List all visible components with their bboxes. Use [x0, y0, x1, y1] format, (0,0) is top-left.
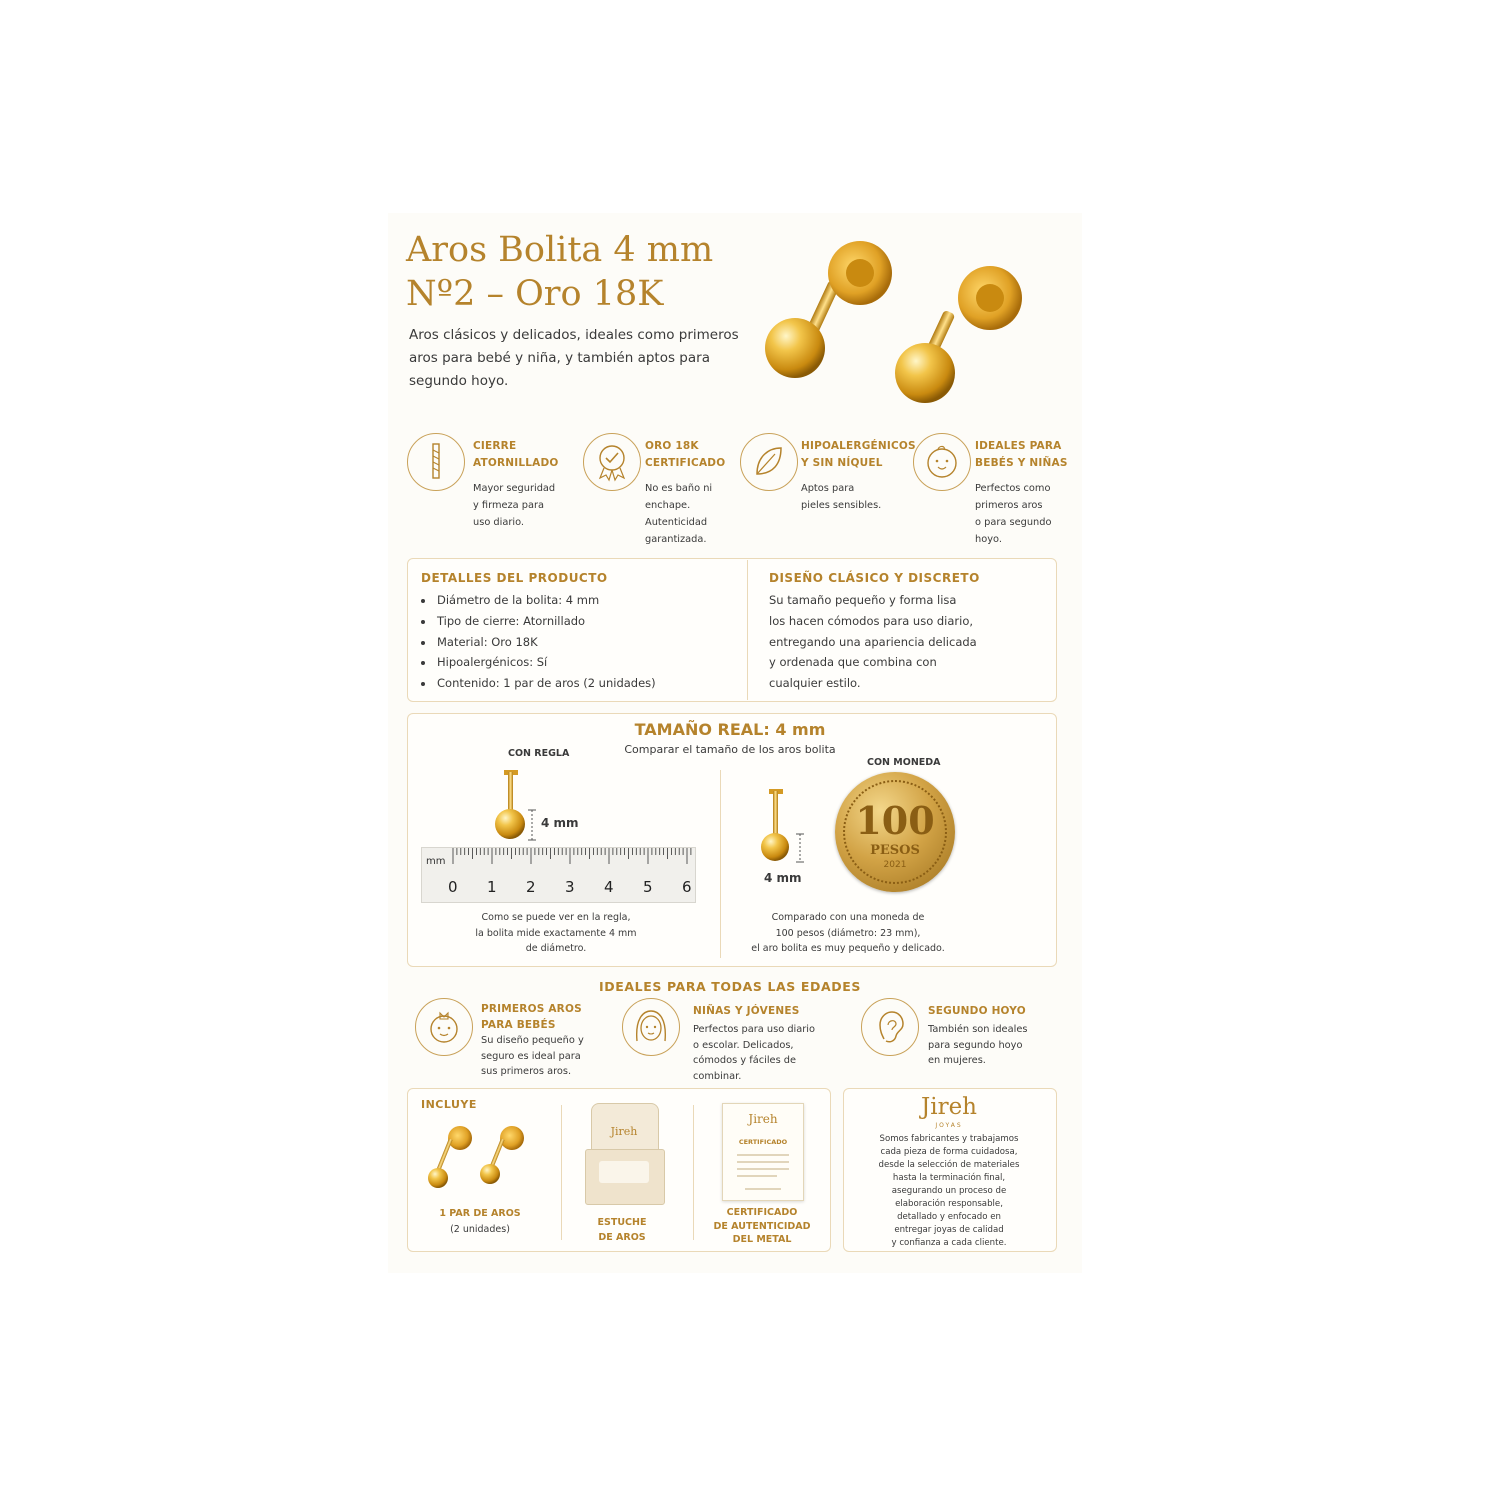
ruler-number: 4	[604, 878, 614, 896]
feature-4-title: IDEALES PARA BEBÉS Y NIÑAS	[975, 440, 1068, 469]
ear-icon	[862, 999, 918, 1055]
ruler-number: 5	[643, 878, 653, 896]
ages-title: IDEALES PARA TODAS LAS EDADES	[599, 979, 861, 994]
leaf-icon	[741, 434, 797, 490]
earring-left	[765, 241, 892, 378]
coin-value: 100	[855, 798, 935, 843]
jewelry-box-image	[585, 1103, 663, 1205]
age-3-text: También son ideales para segundo hoyo en mujeres.	[928, 1024, 1028, 1066]
age-3-circle	[861, 998, 919, 1056]
feature-badge-circle	[583, 433, 641, 491]
screw-post-icon	[408, 434, 464, 490]
ruler-measure-bracket	[526, 808, 538, 842]
feature-2-title: ORO 18K CERTIFICADO	[645, 440, 726, 469]
include-1-title: 1 PAR DE AROS	[439, 1208, 521, 1219]
ruler-number: 3	[565, 878, 575, 896]
coin-100-pesos	[835, 772, 955, 892]
earrings-hero-image	[750, 228, 1070, 418]
design-title: DISEÑO CLÁSICO Y DISCRETO	[769, 571, 980, 585]
ruler-measure: 4 mm	[541, 816, 579, 830]
details-title: DETALLES DEL PRODUCTO	[421, 571, 608, 585]
brand-logo: Jireh	[921, 1094, 977, 1120]
cert-heading: CERTIFICADO	[738, 1138, 788, 1146]
ruler-ticks	[422, 848, 695, 868]
feature-screw-circle	[407, 433, 465, 491]
age-2-circle	[622, 998, 680, 1056]
earring-pair-image	[420, 1122, 540, 1194]
ruler-label: CON REGLA	[508, 748, 570, 759]
details-item: • Tipo de cierre: Atornillado	[435, 611, 656, 632]
feature-3-title: HIPOALERGÉNICOS Y SIN NÍQUEL	[801, 440, 916, 469]
include-2-title: ESTUCHE DE AROS	[597, 1217, 647, 1243]
includes-title: INCLUYE	[421, 1098, 477, 1111]
feature-1-text: Mayor seguridad y firmeza para uso diario.	[473, 483, 556, 528]
age-1-circle	[415, 998, 473, 1056]
ruler	[421, 847, 696, 903]
details-item: • Diámetro de la bolita: 4 mm	[435, 590, 656, 611]
title-line-1: Aros Bolita 4 mm	[406, 230, 714, 270]
ruler-number: 2	[526, 878, 536, 896]
size-subtitle: Comparar el tamaño de los aros bolita	[624, 743, 836, 756]
age-1-title: PRIMEROS AROS PARA BEBÉS	[481, 1003, 582, 1031]
age-2-text: Perfectos para uso diario o escolar. Delicados, cómodos y fáciles de combinar.	[693, 1024, 816, 1082]
product-title	[406, 228, 746, 316]
design-text: Su tamaño pequeño y forma lisa los hacen cómodos para uso diario, entregando una apariencia delicada y ordenada que combina con cualquier estilo.	[769, 593, 977, 691]
brand-logo-sub: JOYAS	[935, 1122, 963, 1129]
badge-check-icon	[584, 434, 640, 490]
girl-face-icon	[623, 999, 679, 1055]
coin-label: CON MONEDA	[867, 757, 941, 768]
includes-divider-1	[561, 1105, 562, 1240]
product-intro: Aros clásicos y delicados, ideales como primeros aros para bebé y niña, y también aptos para segundo hoyo.	[409, 327, 739, 389]
size-title: TAMAÑO REAL: 4 mm	[634, 720, 826, 739]
ruler-number: 1	[487, 878, 497, 896]
age-2-title: NIÑAS Y JÓVENES	[693, 1005, 800, 1017]
size-divider	[720, 770, 721, 958]
ruler-unit: mm	[426, 856, 446, 867]
box-brand: Jireh	[610, 1125, 638, 1138]
feature-leaf-circle	[740, 433, 798, 491]
earring-right	[895, 266, 1022, 403]
ruler-number: 6	[682, 878, 692, 896]
coin-measure: 4 mm	[764, 871, 802, 885]
feature-3-text: Aptos para pieles sensibles.	[801, 483, 882, 511]
details-divider	[747, 560, 748, 700]
include-1-sub: (2 unidades)	[450, 1224, 510, 1235]
ruler-caption: Como se puede ver en la regla, la bolita mide exactamente 4 mm de diámetro.	[475, 912, 637, 954]
details-item: • Material: Oro 18K	[435, 632, 656, 653]
feature-baby-circle	[913, 433, 971, 491]
title-line-2: Nº2 – Oro 18K	[406, 274, 664, 314]
cert-brand: Jireh	[748, 1112, 778, 1126]
age-1-text: Su diseño pequeño y seguro es ideal para sus primeros aros.	[481, 1035, 584, 1077]
coin-year: 2021	[883, 860, 907, 870]
includes-divider-2	[693, 1105, 694, 1240]
age-3-title: SEGUNDO HOYO	[928, 1005, 1026, 1017]
baby-girl-icon	[416, 999, 472, 1055]
coin-measure-bracket	[794, 832, 806, 864]
feature-1-title: CIERRE ATORNILLADO	[473, 440, 559, 469]
feature-4-text: Perfectos como primeros aros o para segundo hoyo.	[975, 483, 1052, 545]
brand-text: Somos fabricantes y trabajamos cada pieza de forma cuidadosa, desde la selección de materiales hasta la terminación final, asegurando un proceso de elaboración responsable, detallado y enfocado en entregar joyas de calidad y confianza a cada cliente.	[878, 1134, 1020, 1248]
details-item: • Contenido: 1 par de aros (2 unidades)	[435, 673, 656, 694]
baby-face-icon	[914, 434, 970, 490]
feature-2-text: No es baño ni enchape. Autenticidad garantizada.	[645, 483, 713, 545]
coin-caption: Comparado con una moneda de 100 pesos (diámetro: 23 mm), el aro bolita es muy pequeño y delicado.	[751, 912, 945, 954]
coin-word: PESOS	[870, 843, 920, 858]
include-3-title: CERTIFICADO DE AUTENTICIDAD DEL METAL	[713, 1207, 811, 1245]
certificate-image	[722, 1103, 804, 1201]
details-item: • Hipoalergénicos: Sí	[435, 652, 656, 673]
ruler-number: 0	[448, 878, 458, 896]
details-list	[421, 590, 656, 694]
